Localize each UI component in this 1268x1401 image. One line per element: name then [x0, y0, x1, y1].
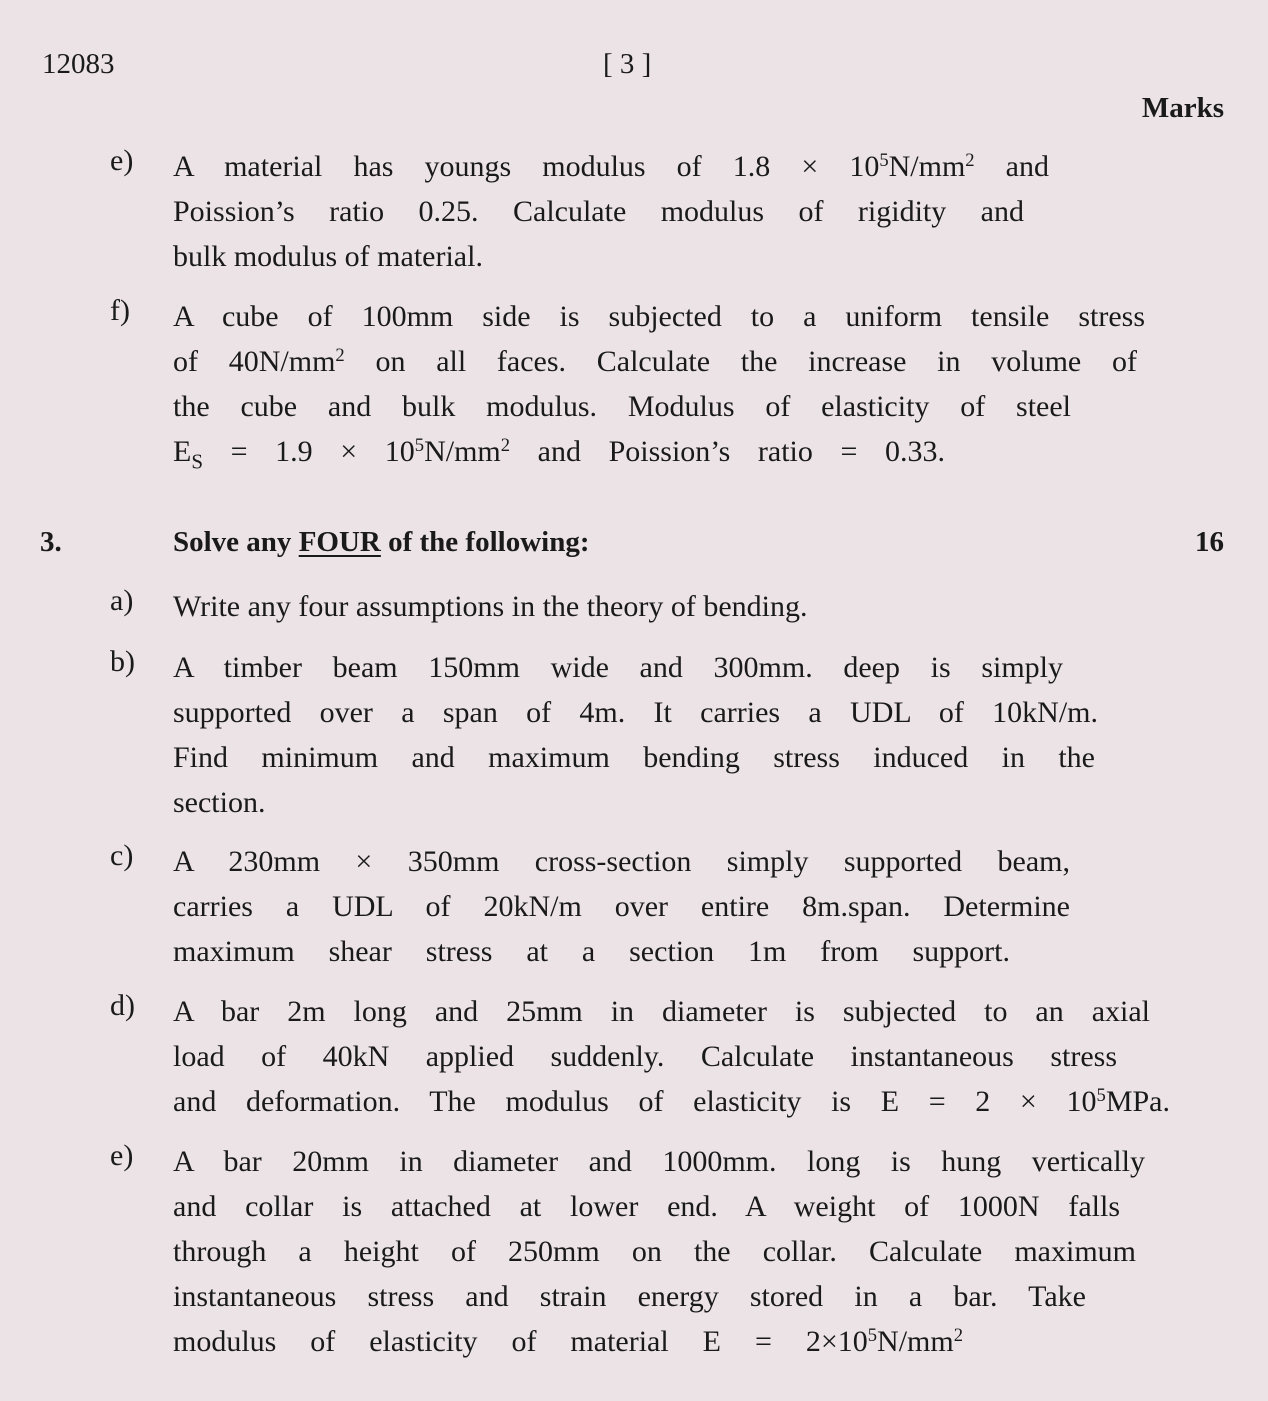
marks-heading: Marks [1141, 92, 1224, 124]
text-line: A timber beam 150mm wide and 300mm. deep is simply [173, 651, 1063, 684]
text-line: load of 40kN applied suddenly. Calculate instantaneous stress [173, 1040, 1117, 1073]
text-line: carries a UDL of 20kN/m over entire 8m.span. Determine [173, 890, 1070, 923]
text-line: A cube of 100mm side is subjected to a uniform tensile stress [173, 300, 1145, 333]
question-3c-text [173, 839, 1070, 974]
item-label: a) [110, 584, 134, 617]
question-3d-text [173, 989, 1170, 1124]
question-2f-text [173, 294, 1159, 474]
question-3a-text [173, 584, 808, 629]
text-line: maximum shear stress at a section 1m from support. [173, 935, 1010, 968]
question-3-heading: Solve any FOUR of the following: [173, 526, 590, 558]
text-line: the cube and bulk modulus. Modulus of elasticity of steel [173, 390, 1071, 423]
text-line: and deformation. The modulus of elasticity is $E = 2 \times 10^5MPa$. [173, 1084, 1170, 1118]
paper-code: 12083 [42, 48, 115, 80]
text-line: A material has youngs modulus of $1.8 \times 10^5N/mm^2$ and [173, 149, 1049, 183]
item-label: e) [110, 1139, 134, 1172]
item-label: c) [110, 839, 134, 872]
text-line: $E_S = 1.9 \times 10^5N/mm^2$ and Poission’s ratio = 0.33. [173, 434, 945, 474]
page-number: [ 3 ] [603, 48, 652, 80]
text-line: instantaneous stress and strain energy stored in a bar. Take [173, 1280, 1086, 1313]
question-3-number: 3. [40, 526, 62, 558]
item-label: f) [110, 294, 130, 327]
question-2e-text [173, 144, 1159, 279]
emphasis: FOUR [298, 526, 381, 558]
text-line: through a height of 250mm on the collar. Calculate maximum [173, 1235, 1136, 1268]
question-3b-text [173, 645, 1098, 825]
item-label: d) [110, 989, 135, 1022]
text-line: Write any four assumptions in the theory of bending. [173, 590, 808, 623]
item-label: b) [110, 645, 135, 678]
text-line: Poission’s ratio 0.25. Calculate modulus of rigidity and [173, 195, 1024, 228]
text-line: A bar 20mm in diameter and 1000mm. long is hung vertically [173, 1145, 1145, 1178]
question-3-marks: 16 [1195, 526, 1224, 558]
item-label: e) [110, 144, 134, 177]
text-line: of $40N/mm^2$ on all faces. Calculate the increase in volume of [173, 344, 1137, 378]
text-line: Find minimum and maximum bending stress induced in the [173, 741, 1095, 774]
text-line: modulus of elasticity of material $E = 2\times 10^5N/mm^2$ [173, 1324, 963, 1358]
text-line: A 230mm × 350mm cross-section simply supported beam, [173, 845, 1070, 878]
text-line: A bar 2m long and 25mm in diameter is subjected to an axial [173, 995, 1150, 1028]
text-line: section. [173, 786, 266, 819]
text-line: and collar is attached at lower end. A weight of 1000N falls [173, 1190, 1120, 1223]
question-3e-text [173, 1139, 1145, 1364]
text-line: supported over a span of 4m. It carries a UDL of 10kN/m. [173, 696, 1098, 729]
text-line: bulk modulus of material. [173, 240, 483, 273]
